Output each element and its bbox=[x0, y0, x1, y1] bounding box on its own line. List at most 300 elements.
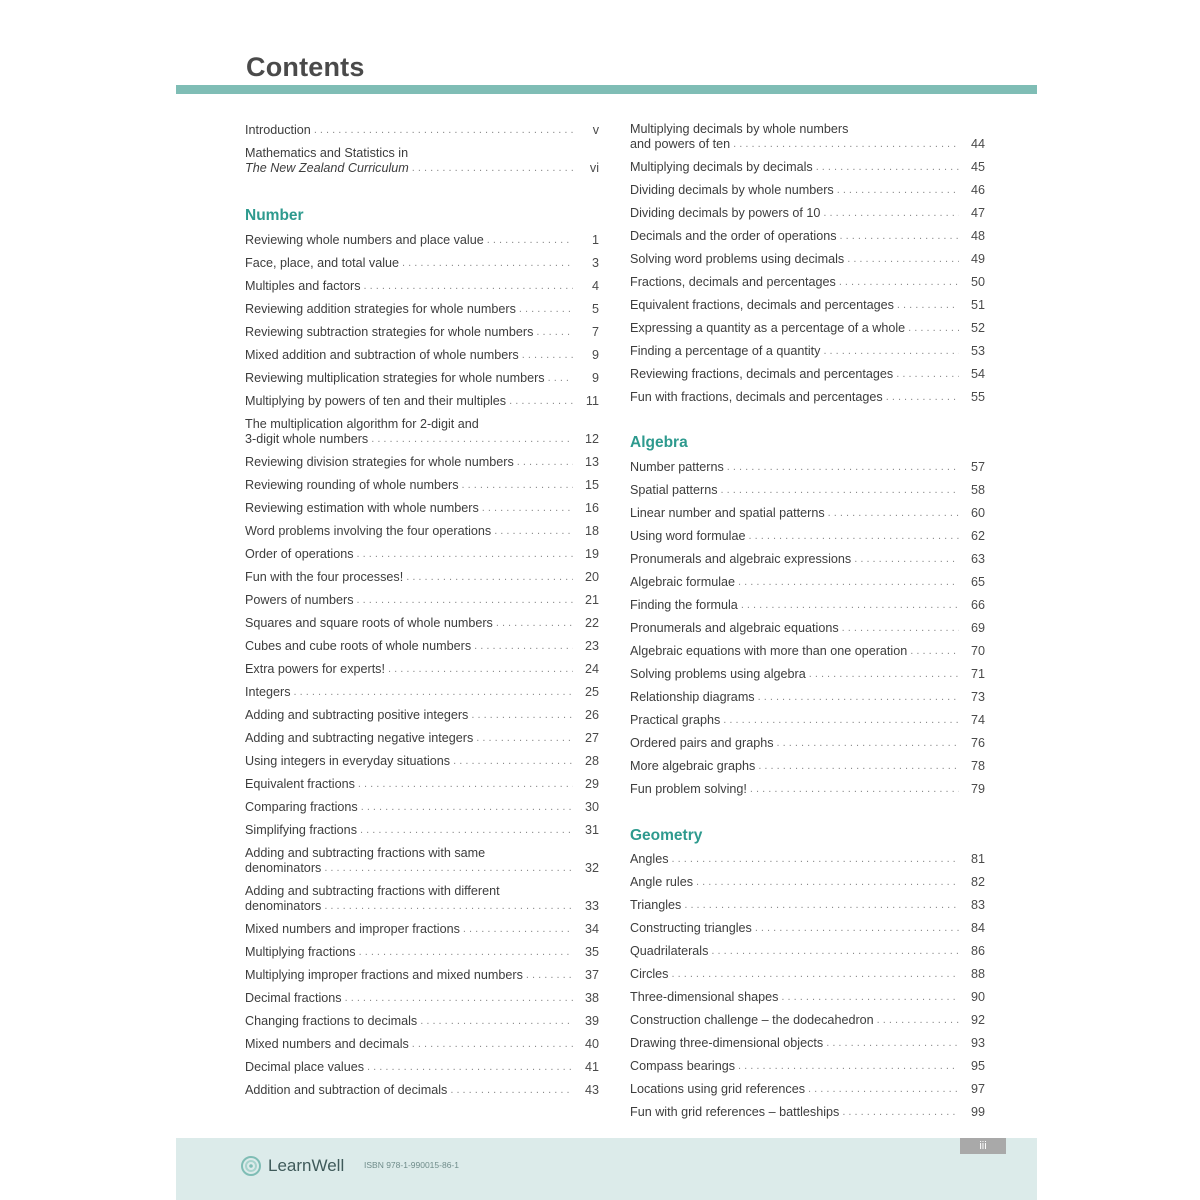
toc-entry[interactable] bbox=[630, 229, 985, 244]
toc-entry[interactable] bbox=[245, 478, 599, 493]
toc-entry-page: 30 bbox=[584, 800, 599, 814]
toc-entry-page: 71 bbox=[970, 667, 985, 681]
dot-leader bbox=[471, 708, 573, 723]
toc-entry-page: 93 bbox=[970, 1036, 985, 1050]
toc-entry[interactable] bbox=[630, 690, 985, 705]
toc-entry-page: 43 bbox=[584, 1083, 599, 1097]
dot-leader bbox=[816, 160, 959, 175]
toc-entry-label: Multiplying by powers of ten and their multiples bbox=[245, 394, 507, 408]
toc-entry[interactable] bbox=[245, 348, 599, 363]
toc-entry[interactable] bbox=[630, 367, 985, 382]
dot-leader bbox=[854, 552, 959, 567]
toc-entry-label: More algebraic graphs bbox=[630, 759, 756, 773]
toc-entry[interactable] bbox=[245, 593, 599, 608]
toc-entry-label-line1: The multiplication algorithm for 2-digit and bbox=[245, 417, 479, 431]
toc-entry[interactable] bbox=[245, 524, 599, 539]
toc-entry-page: 37 bbox=[584, 968, 599, 982]
toc-entry-label: denominators bbox=[245, 899, 322, 913]
toc-entry-label: Powers of numbers bbox=[245, 593, 354, 607]
dot-leader bbox=[750, 782, 959, 797]
toc-entry-page: 83 bbox=[970, 898, 985, 912]
toc-entry-label: Ordered pairs and graphs bbox=[630, 736, 774, 750]
toc-entry[interactable] bbox=[630, 298, 985, 313]
dot-leader bbox=[482, 501, 573, 516]
toc-entry-page: 97 bbox=[970, 1082, 985, 1096]
toc-entry-label: Algebraic equations with more than one operation bbox=[630, 644, 908, 658]
section-heading-algebra: Algebra bbox=[630, 434, 688, 451]
toc-entry-label: Constructing triangles bbox=[630, 921, 752, 935]
toc-entry-label: Squares and square roots of whole numbers bbox=[245, 616, 493, 630]
toc-entry-page: 5 bbox=[591, 302, 599, 316]
toc-entry-page: 65 bbox=[970, 575, 985, 589]
toc-entry-label: Spatial patterns bbox=[630, 483, 718, 497]
dot-leader bbox=[412, 1037, 573, 1052]
toc-entry-label: Locations using grid references bbox=[630, 1082, 806, 1096]
toc-entry-label-line1: Adding and subtracting fractions with same bbox=[245, 846, 486, 860]
toc-entry-label: Solving problems using algebra bbox=[630, 667, 806, 681]
isbn: ISBN 978-1-990015-86-1 bbox=[364, 1160, 459, 1170]
toc-entry-page: 40 bbox=[584, 1037, 599, 1051]
toc-entry-page: 46 bbox=[970, 183, 985, 197]
dot-leader bbox=[877, 1013, 959, 1028]
toc-entry[interactable] bbox=[630, 898, 985, 913]
dot-leader bbox=[526, 968, 573, 983]
toc-entry-page: 7 bbox=[591, 325, 599, 339]
toc-entry[interactable] bbox=[630, 390, 985, 405]
dot-leader bbox=[897, 298, 959, 313]
toc-entry-label: Fun with fractions, decimals and percentages bbox=[630, 390, 883, 404]
toc-entry-label: Multiplying improper fractions and mixed numbers bbox=[245, 968, 523, 982]
toc-entry-label-line1: Mathematics and Statistics in bbox=[245, 146, 409, 160]
dot-leader bbox=[361, 800, 573, 815]
toc-entry-label: Algebraic formulae bbox=[630, 575, 735, 589]
toc-entry[interactable] bbox=[245, 731, 599, 746]
toc-entry[interactable] bbox=[630, 944, 985, 959]
toc-entry[interactable] bbox=[245, 754, 599, 769]
toc-entry[interactable] bbox=[630, 713, 985, 728]
dot-leader bbox=[755, 921, 959, 936]
toc-entry[interactable] bbox=[630, 1105, 985, 1120]
toc-entry[interactable] bbox=[245, 639, 599, 654]
toc-entry[interactable] bbox=[630, 875, 985, 890]
toc-entry[interactable] bbox=[245, 708, 599, 723]
toc-entry[interactable] bbox=[630, 344, 985, 359]
dot-leader bbox=[294, 685, 573, 700]
dot-leader bbox=[809, 667, 959, 682]
dot-leader bbox=[910, 644, 959, 659]
toc-entry-label: Reviewing fractions, decimals and percentages bbox=[630, 367, 894, 381]
toc-entry-page: 90 bbox=[970, 990, 985, 1004]
toc-entry[interactable] bbox=[245, 233, 599, 248]
dot-leader bbox=[536, 325, 573, 340]
page-title: Contents bbox=[246, 52, 365, 82]
toc-entry-page: 73 bbox=[970, 690, 985, 704]
toc-entry[interactable] bbox=[245, 777, 599, 792]
toc-entry-page: 41 bbox=[584, 1060, 599, 1074]
dot-leader bbox=[823, 344, 959, 359]
dot-leader bbox=[476, 731, 573, 746]
dot-leader bbox=[420, 1014, 573, 1029]
toc-entry-label: Dividing decimals by powers of 10 bbox=[630, 206, 821, 220]
toc-entry[interactable] bbox=[245, 823, 599, 838]
toc-entry-label: Fractions, decimals and percentages bbox=[630, 275, 836, 289]
dot-leader bbox=[406, 570, 573, 585]
dot-leader bbox=[721, 483, 959, 498]
dot-leader bbox=[684, 898, 959, 913]
toc-entry[interactable] bbox=[630, 644, 985, 659]
dot-leader bbox=[402, 256, 573, 271]
toc-entry-page: 81 bbox=[970, 852, 985, 866]
toc-entry[interactable] bbox=[630, 759, 985, 774]
toc-entry-label: Order of operations bbox=[245, 547, 354, 561]
dot-leader bbox=[462, 478, 573, 493]
toc-entry-page: vi bbox=[589, 161, 599, 175]
toc-entry-label: Multiplying decimals by decimals bbox=[630, 160, 813, 174]
toc-entry-page: 3 bbox=[591, 256, 599, 270]
dot-leader bbox=[548, 371, 573, 386]
toc-entry[interactable] bbox=[630, 506, 985, 521]
toc-entry[interactable] bbox=[630, 575, 985, 590]
toc-entry-page: 16 bbox=[584, 501, 599, 515]
toc-entry-label: The New Zealand Curriculum bbox=[245, 161, 409, 175]
dot-leader bbox=[723, 713, 959, 728]
toc-entry-label: Face, place, and total value bbox=[245, 256, 400, 270]
dot-leader bbox=[519, 302, 573, 317]
dot-leader bbox=[517, 455, 573, 470]
dot-leader bbox=[324, 861, 573, 876]
toc-entry-label: Number patterns bbox=[630, 460, 724, 474]
toc-entry-page: 92 bbox=[970, 1013, 985, 1027]
dot-leader bbox=[696, 875, 959, 890]
toc-entry[interactable] bbox=[245, 325, 599, 340]
toc-entry-label: denominators bbox=[245, 861, 322, 875]
toc-entry-page: 76 bbox=[970, 736, 985, 750]
toc-entry[interactable] bbox=[245, 547, 599, 562]
toc-entry-label: Reviewing subtraction strategies for whole numbers bbox=[245, 325, 534, 339]
toc-entry-page: 48 bbox=[970, 229, 985, 243]
toc-entry[interactable] bbox=[245, 991, 599, 1006]
toc-entry-label-line1: Multiplying decimals by whole numbers bbox=[630, 122, 849, 136]
toc-entry-label: Decimals and the order of operations bbox=[630, 229, 837, 243]
toc-entry[interactable] bbox=[245, 884, 599, 914]
dot-leader bbox=[412, 161, 573, 176]
toc-entry[interactable] bbox=[245, 1083, 599, 1098]
dot-leader bbox=[826, 1036, 959, 1051]
toc-entry-page: 31 bbox=[584, 823, 599, 837]
dot-leader bbox=[388, 662, 573, 677]
toc-entry[interactable] bbox=[245, 570, 599, 585]
toc-entry[interactable] bbox=[245, 685, 599, 700]
toc-entry[interactable] bbox=[245, 616, 599, 631]
toc-entry-page: 28 bbox=[584, 754, 599, 768]
toc-entry-label: Fun with the four processes! bbox=[245, 570, 404, 584]
toc-entry-label: Decimal fractions bbox=[245, 991, 342, 1005]
dot-leader bbox=[837, 183, 959, 198]
toc-entry-page: 66 bbox=[970, 598, 985, 612]
toc-entry[interactable] bbox=[630, 206, 985, 221]
toc-entry-label: Mixed numbers and decimals bbox=[245, 1037, 409, 1051]
dot-leader bbox=[314, 123, 573, 138]
toc-entry-label: Triangles bbox=[630, 898, 682, 912]
toc-entry[interactable] bbox=[630, 1036, 985, 1051]
section-heading-geometry: Geometry bbox=[630, 827, 703, 844]
toc-entry-page: 62 bbox=[970, 529, 985, 543]
toc-entry-label: Multiples and factors bbox=[245, 279, 361, 293]
toc-entry-label-line1: Adding and subtracting fractions with different bbox=[245, 884, 500, 898]
toc-entry-label: Equivalent fractions, decimals and percentages bbox=[630, 298, 894, 312]
toc-entry-page: 86 bbox=[970, 944, 985, 958]
toc-entry-label: Linear number and spatial patterns bbox=[630, 506, 825, 520]
toc-entry[interactable] bbox=[630, 1013, 985, 1028]
toc-entry-label: Adding and subtracting negative integers bbox=[245, 731, 474, 745]
toc-entry-label: Circles bbox=[630, 967, 669, 981]
section-heading-number: Number bbox=[245, 207, 304, 224]
toc-entry[interactable] bbox=[630, 483, 985, 498]
toc-entry-label: Drawing three-dimensional objects bbox=[630, 1036, 824, 1050]
toc-entry-page: 23 bbox=[584, 639, 599, 653]
dot-leader bbox=[345, 991, 573, 1006]
dot-leader bbox=[463, 922, 573, 937]
dot-leader bbox=[357, 547, 573, 562]
toc-entry[interactable] bbox=[245, 800, 599, 815]
toc-entry-label: Word problems involving the four operations bbox=[245, 524, 492, 538]
toc-entry[interactable] bbox=[245, 394, 599, 409]
toc-entry-page: 51 bbox=[970, 298, 985, 312]
toc-entry-label: Simplifying fractions bbox=[245, 823, 357, 837]
toc-entry-page: 95 bbox=[970, 1059, 985, 1073]
toc-entry-page: 52 bbox=[970, 321, 985, 335]
toc-entry-label: Multiplying fractions bbox=[245, 945, 356, 959]
toc-entry-label: Fun with grid references – battleships bbox=[630, 1105, 840, 1119]
dot-leader bbox=[367, 1060, 573, 1075]
dot-leader bbox=[324, 899, 573, 914]
toc-entry[interactable] bbox=[245, 922, 599, 937]
dot-leader bbox=[487, 233, 573, 248]
dot-leader bbox=[364, 279, 574, 294]
dot-leader bbox=[842, 1105, 959, 1120]
toc-entry-label: Changing fractions to decimals bbox=[245, 1014, 418, 1028]
toc-entry-label: Expressing a quantity as a percentage of a whole bbox=[630, 321, 906, 335]
toc-entry[interactable] bbox=[630, 967, 985, 982]
toc-entry[interactable] bbox=[245, 1060, 599, 1075]
toc-entry-label: Using word formulae bbox=[630, 529, 746, 543]
toc-entry[interactable] bbox=[245, 371, 599, 386]
toc-entry-label: Integers bbox=[245, 685, 291, 699]
toc-entry-label: Adding and subtracting positive integers bbox=[245, 708, 469, 722]
dot-leader bbox=[777, 736, 959, 751]
toc-entry-label: Cubes and cube roots of whole numbers bbox=[245, 639, 472, 653]
page-number: iii bbox=[960, 1138, 1006, 1154]
dot-leader bbox=[453, 754, 573, 769]
toc-entry-label: Pronumerals and algebraic expressions bbox=[630, 552, 852, 566]
toc-entry-page: 54 bbox=[970, 367, 985, 381]
toc-entry[interactable] bbox=[630, 321, 985, 336]
toc-entry-page: 74 bbox=[970, 713, 985, 727]
toc-entry[interactable] bbox=[630, 160, 985, 175]
toc-entry-page: 20 bbox=[584, 570, 599, 584]
toc-entry[interactable] bbox=[630, 183, 985, 198]
dot-leader bbox=[842, 621, 959, 636]
toc-entry-page: 33 bbox=[584, 899, 599, 913]
toc-entry-label: and powers of ten bbox=[630, 137, 731, 151]
toc-entry[interactable] bbox=[630, 552, 985, 567]
toc-entry-label: Reviewing multiplication strategies for whole numbers bbox=[245, 371, 545, 385]
toc-entry[interactable] bbox=[245, 302, 599, 317]
toc-entry-label: Angle rules bbox=[630, 875, 694, 889]
toc-entry[interactable] bbox=[630, 921, 985, 936]
toc-entry-page: 4 bbox=[591, 279, 599, 293]
toc-entry[interactable] bbox=[630, 852, 985, 867]
toc-entry[interactable] bbox=[245, 1014, 599, 1029]
dot-leader bbox=[749, 529, 960, 544]
toc-entry-label: Mixed numbers and improper fractions bbox=[245, 922, 460, 936]
dot-leader bbox=[828, 506, 959, 521]
toc-entry[interactable] bbox=[245, 501, 599, 516]
toc-entry-page: 13 bbox=[584, 455, 599, 469]
dot-leader bbox=[371, 432, 573, 447]
toc-entry-page: 27 bbox=[584, 731, 599, 745]
dot-leader bbox=[358, 777, 573, 792]
toc-entry-label: Finding a percentage of a quantity bbox=[630, 344, 821, 358]
dot-leader bbox=[741, 598, 959, 613]
toc-entry[interactable] bbox=[245, 945, 599, 960]
dot-leader bbox=[733, 137, 959, 152]
toc-entry-label: Quadrilaterals bbox=[630, 944, 709, 958]
dot-leader bbox=[450, 1083, 573, 1098]
toc-entry-label: Equivalent fractions bbox=[245, 777, 355, 791]
toc-entry-label: Pronumerals and algebraic equations bbox=[630, 621, 839, 635]
toc-entry-page: 35 bbox=[584, 945, 599, 959]
toc-entry-page: 32 bbox=[584, 861, 599, 875]
toc-entry-label: Three-dimensional shapes bbox=[630, 990, 779, 1004]
dot-leader bbox=[839, 275, 959, 290]
dot-leader bbox=[359, 945, 573, 960]
toc-entry-page: 12 bbox=[584, 432, 599, 446]
toc-entry-page: 26 bbox=[584, 708, 599, 722]
toc-entry-page: 58 bbox=[970, 483, 985, 497]
toc-entry[interactable] bbox=[630, 736, 985, 751]
toc-entry-page: 19 bbox=[584, 547, 599, 561]
toc-entry-page: 39 bbox=[584, 1014, 599, 1028]
toc-entry[interactable] bbox=[245, 846, 599, 876]
dot-leader bbox=[896, 367, 959, 382]
toc-entry[interactable] bbox=[245, 1037, 599, 1052]
toc-entry[interactable] bbox=[630, 122, 985, 152]
toc-entry-label: Reviewing rounding of whole numbers bbox=[245, 478, 459, 492]
toc-entry-page: 34 bbox=[584, 922, 599, 936]
toc-entry-page: 18 bbox=[584, 524, 599, 538]
dot-leader bbox=[727, 460, 959, 475]
toc-entry-label: Mixed addition and subtraction of whole numbers bbox=[245, 348, 519, 362]
toc-entry-page: 99 bbox=[970, 1105, 985, 1119]
dot-leader bbox=[509, 394, 573, 409]
toc-entry[interactable] bbox=[630, 990, 985, 1005]
dot-leader bbox=[823, 206, 959, 221]
toc-entry-label: Reviewing division strategies for whole numbers bbox=[245, 455, 514, 469]
toc-entry[interactable] bbox=[630, 1059, 985, 1074]
dot-leader bbox=[886, 390, 959, 405]
toc-entry-label: Reviewing whole numbers and place value bbox=[245, 233, 484, 247]
toc-entry-page: 84 bbox=[970, 921, 985, 935]
toc-entry-page: 49 bbox=[970, 252, 985, 266]
toc-entry[interactable] bbox=[245, 123, 599, 138]
toc-entry-page: 21 bbox=[584, 593, 599, 607]
toc-entry[interactable] bbox=[245, 662, 599, 677]
toc-entry-label: Dividing decimals by whole numbers bbox=[630, 183, 834, 197]
toc-entry[interactable] bbox=[245, 417, 599, 447]
toc-entry-page: 9 bbox=[591, 348, 599, 362]
dot-leader bbox=[738, 575, 959, 590]
dot-leader bbox=[738, 1059, 959, 1074]
toc-entry-page: 57 bbox=[970, 460, 985, 474]
toc-entry-label: Fun problem solving! bbox=[630, 782, 747, 796]
toc-entry-page: 79 bbox=[970, 782, 985, 796]
toc-entry-label: Using integers in everyday situations bbox=[245, 754, 451, 768]
dot-leader bbox=[522, 348, 573, 363]
toc-entry-label: Introduction bbox=[245, 123, 311, 137]
toc-entry[interactable] bbox=[245, 455, 599, 470]
toc-entry-label: Angles bbox=[630, 852, 669, 866]
toc-entry[interactable] bbox=[630, 598, 985, 613]
toc-entry-label: Relationship diagrams bbox=[630, 690, 755, 704]
toc-entry-label: Comparing fractions bbox=[245, 800, 358, 814]
toc-entry-page: 78 bbox=[970, 759, 985, 773]
toc-entry-label: Compass bearings bbox=[630, 1059, 735, 1073]
toc-entry-page: 15 bbox=[584, 478, 599, 492]
dot-leader bbox=[671, 967, 959, 982]
toc-entry[interactable] bbox=[630, 529, 985, 544]
toc-entry[interactable] bbox=[630, 621, 985, 636]
toc-entry[interactable] bbox=[630, 782, 985, 797]
toc-entry-page: 11 bbox=[585, 394, 599, 408]
dot-leader bbox=[908, 321, 959, 336]
toc-entry-label: Practical graphs bbox=[630, 713, 721, 727]
dot-leader bbox=[711, 944, 959, 959]
toc-entry-page: 29 bbox=[584, 777, 599, 791]
toc-entry[interactable] bbox=[630, 1082, 985, 1097]
dot-leader bbox=[758, 690, 959, 705]
toc-entry-label: Reviewing addition strategies for whole numbers bbox=[245, 302, 516, 316]
dot-leader bbox=[672, 852, 959, 867]
toc-entry-label: 3-digit whole numbers bbox=[245, 432, 369, 446]
toc-entry[interactable] bbox=[245, 279, 599, 294]
dot-leader bbox=[847, 252, 959, 267]
toc-entry-page: 82 bbox=[970, 875, 985, 889]
dot-leader bbox=[360, 823, 573, 838]
toc-entry-label: Finding the formula bbox=[630, 598, 738, 612]
toc-entry[interactable] bbox=[630, 667, 985, 682]
dot-leader bbox=[781, 990, 959, 1005]
toc-entry[interactable] bbox=[245, 968, 599, 983]
learnwell-swirl-icon bbox=[240, 1155, 262, 1177]
dot-leader bbox=[808, 1082, 959, 1097]
toc-entry-page: 60 bbox=[970, 506, 985, 520]
toc-entry-label: Extra powers for experts! bbox=[245, 662, 385, 676]
toc-entry-label: Construction challenge – the dodecahedron bbox=[630, 1013, 874, 1027]
toc-entry[interactable] bbox=[630, 275, 985, 290]
toc-entry[interactable] bbox=[245, 146, 599, 176]
dot-leader bbox=[494, 524, 573, 539]
toc-entry[interactable] bbox=[630, 460, 985, 475]
dot-leader bbox=[758, 759, 959, 774]
toc-entry-page: 63 bbox=[970, 552, 985, 566]
dot-leader bbox=[496, 616, 573, 631]
toc-entry[interactable] bbox=[245, 256, 599, 271]
dot-leader bbox=[357, 593, 574, 608]
toc-entry-page: 50 bbox=[970, 275, 985, 289]
toc-entry[interactable] bbox=[630, 252, 985, 267]
toc-entry-page: 55 bbox=[970, 390, 985, 404]
